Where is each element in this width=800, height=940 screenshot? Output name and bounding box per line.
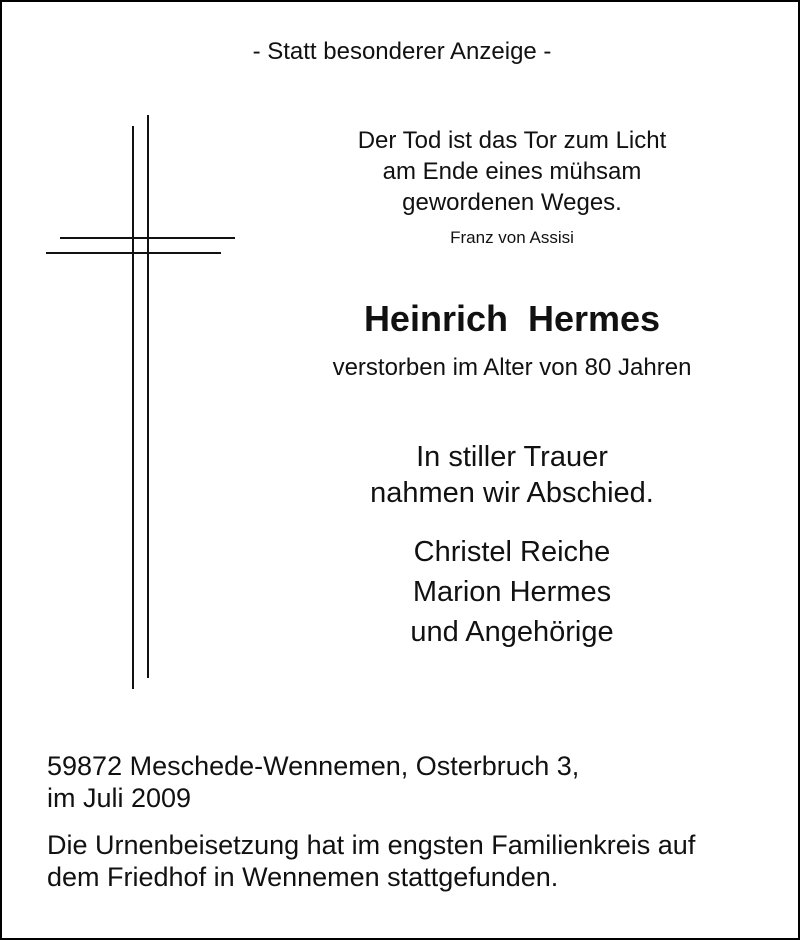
family-name-3: und Angehörige: [410, 616, 614, 648]
deceased-age: verstorben im Alter von 80 Jahren: [332, 354, 692, 381]
mourning-line-1: In stiller Trauer: [416, 441, 608, 473]
family-name-2: Marion Hermes: [412, 576, 612, 608]
address-line-1: 59872 Meschede-Wennemen, Osterbruch 3,: [47, 751, 580, 781]
cross-vertical-left: [132, 126, 134, 689]
header-text: - Statt besonderer Anzeige -: [252, 38, 552, 65]
family-name-1: Christel Reiche: [413, 536, 611, 568]
quote-line-3: gewordenen Weges.: [402, 189, 622, 216]
burial-note-line-2: dem Friedhof in Wennemen stattgefunden.: [47, 862, 559, 892]
cross-horizontal-top: [60, 237, 235, 239]
quote-line-2: am Ende eines mühsam: [382, 158, 642, 185]
address-line-2: im Juli 2009: [47, 783, 192, 813]
quote-line-1: Der Tod ist das Tor zum Licht: [357, 127, 667, 154]
cross-horizontal-bottom: [46, 252, 221, 254]
cross-vertical-right: [147, 115, 149, 678]
quote-author: Franz von Assisi: [450, 228, 574, 247]
mourning-line-2: nahmen wir Abschied.: [370, 477, 654, 509]
burial-note-line-1: Die Urnenbeisetzung hat im engsten Familienkreis auf: [47, 830, 696, 860]
deceased-name: Heinrich Hermes: [363, 298, 661, 339]
